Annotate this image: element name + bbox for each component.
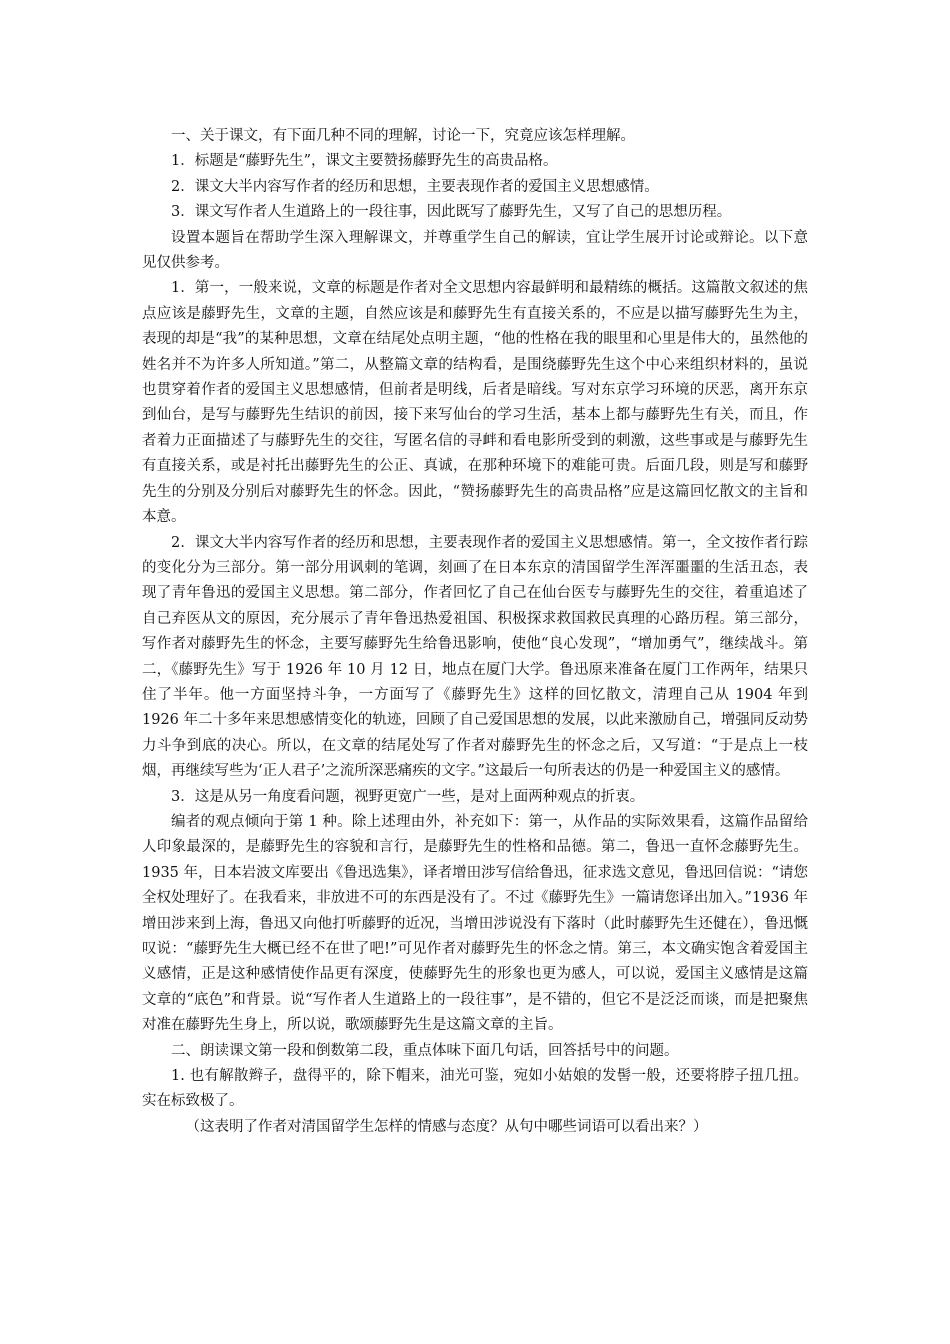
view-option-1: 1．标题是“藤野先生”，课文主要赞扬藤野先生的高贵品格。 — [171, 153, 558, 170]
question-one-heading: 一、关于课文，有下面几种不同的理解，讨论一下，究竟应该怎样理解。 — [171, 128, 635, 144]
view-option-2: 2．课文大半内容写作者的经历和思想，主要表现作者的爱国主义思想感情。 — [171, 178, 659, 195]
question-two-heading: 二、朗读课文第一段和倒数第二段，重点体味下面几句话，回答括号中的问题。 — [171, 1042, 679, 1059]
editor-opinion: 编者的观点倾向于第 1 种。除上述理由外，补充如下：第一，从作品的实际效果看，这篇作品留给人印象最深的，是藤野先生的容貌和言行，是藤野先生的性格和品德。第二，鲁迅一直怀念藤野先生。1935 年，日本岩波文库要出《鲁迅选集》，译者增田涉写信给鲁迅，征求选文意见，鲁迅回信说：“请您全权处理好了。在我看来，非放进不可的东西是没有了。不过《藤野先生》一篇请您译出加入。”1936 年增田涉来到上海，鲁迅又向他打听藤野的近况，当增田涉说没有下落时（此时藤野先生还健在），鲁迅慨叹说：“藤野先生大概已经不在世了吧!”可见作者对藤野先生的怀念之情。第三，本文确实饱含着爱国主义感情，正是这种感情使作品更有深度，使藤野先生的形象也更为感人，可以说，爱国主义感情是这篇文章的“底色”和背景。说“写作者人生道路上的一段往事”，是不错的，但它不是泛泛而谈，而是把聚焦对准在藤野先生身上，所以说，歌颂藤野先生是这篇文章的主旨。 — [142, 813, 808, 1034]
question-prompt-1: （这表明了作者对清国留学生怎样的情感与态度？从句中哪些词语可以看出来？） — [185, 1118, 708, 1135]
answer-point-3: 3．这是从另一角度看问题，视野更宽广一些，是对上面两种观点的折衷。 — [171, 788, 645, 805]
answer-intro: 设置本题旨在帮助学生深入理解课文，并尊重学生自己的解读，宜让学生展开讨论或辩论。以下意见仅供参考。 — [142, 229, 808, 272]
answer-point-2: 2．课文大半内容写作者的经历和思想，主要表现作者的爱国主义思想感情。第一，全文按作者行踪的变化分为三部分。第一部分用讽刺的笔调，刻画了在日本东京的清国留学生浑浑噩噩的生活丑态，表现了青年鲁迅的爱国主义思想。第二部分，作者回忆了自己在仙台医专与藤野先生的交往，着重追述了自己弃医从文的原因，充分展示了青年鲁迅热爱祖国、积极探求救国救民真理的心路历程。第三部分，写作者对藤野先生的怀念，主要写藤野先生给鲁迅影响，使他“良心发现”，“增加勇气”，继续战斗。第二，《藤野先生》写于 1926 年 10 月 12 日，地点在厦门大学。鲁迅原来准备在厦门工作两年，结果只住了半年。他一方面坚持斗争，一方面写了《藤野先生》这样的回忆散文，清理自己从 1904 年到 1926 年二十多年来思想感情变化的轨迹，回顾了自己爱国思想的发展，以此来激励自己，增强同反动势力斗争到底的决心。所以，在文章的结尾处写了作者对藤野先生的怀念之后，又写道：“于是点上一枝烟，再继续写些为‘正人君子’之流所深恶痛疾的文字。”这最后一句所表达的仍是一种爱国主义的感情。 — [142, 534, 808, 780]
document-body — [142, 124, 808, 1140]
quoted-sentence-1: 1. 也有解散辫子，盘得平的，除下帽来，油光可鉴，宛如小姑娘的发髻一般，还要将脖子扭几扭。实在标致极了。 — [142, 1068, 808, 1110]
view-option-3: 3．课文写作者人生道路上的一段往事，因此既写了藤野先生，又写了自己的思想历程。 — [171, 204, 732, 221]
answer-point-1: 1．第一，一般来说，文章的标题是作者对全文思想内容最鲜明和最精练的概括。这篇散文叙述的焦点应该是藤野先生，文章的主题，自然应该是和藤野先生有直接关系的，不应是以描写藤野先生为主，表现的却是“我”的某种思想，文章在结尾处点明主题，“他的性格在我的眼里和心里是伟大的，虽然他的姓名并不为许多人所知道。”第二，从整篇文章的结构看，是围绕藤野先生这个中心来组织材料的，虽说也贯穿着作者的爱国主义思想感情，但前者是明线，后者是暗线。写对东京学习环境的厌恶，离开东京到仙台，是写与藤野先生结识的前因，接下来写仙台的学习生活，基本上都与藤野先生有关，而且，作者着力正面描述了与藤野先生的交往，写匿名信的寻衅和看电影所受到的刺激，这些事或是与藤野先生有直接关系，或是衬托出藤野先生的公正、真诚，在那种环境下的难能可贵。后面几段，则是写和藤野先生的分别及分别后对藤野先生的怀念。因此，“赞扬藤野先生的高贵品格”应是这篇回忆散文的主旨和本意。 — [142, 280, 808, 526]
